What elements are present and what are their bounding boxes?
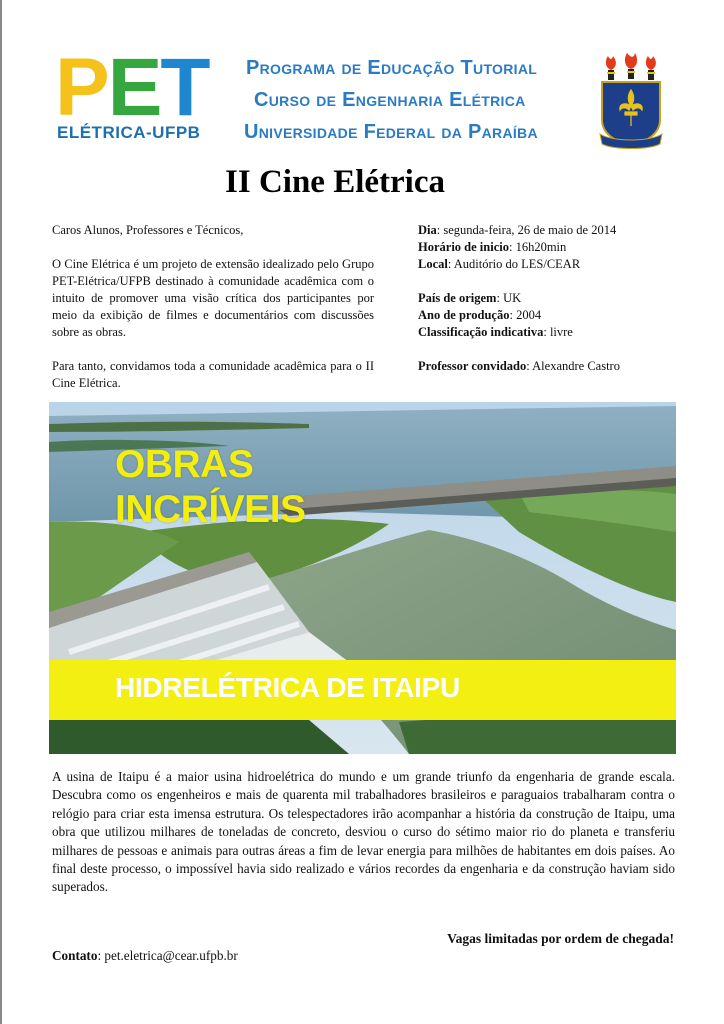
greeting-text: Caros Alunos, Professores e Técnicos,	[52, 223, 244, 237]
invitation-paragraph: Para tanto, convidamos toda a comunidade acadêmica para o II Cine Elétrica.	[52, 359, 374, 390]
university-name: Universidade Federal da Paraíba	[244, 121, 538, 143]
detail-date: Dia: segunda-feira, 26 de maio de 2014	[418, 223, 617, 237]
intro-paragraph: O Cine Elétrica é um projeto de extensão idealizado pelo Grupo PET-Elétrica/UFPB destinado à comunidade acadêmica com o intuito de promover uma visão crítica dos participantes por meio da exibição de filmes e documentários com discussões sobre as obras.	[52, 257, 374, 339]
pet-logo-letters: PET	[55, 42, 209, 133]
intro-column	[52, 222, 374, 409]
pet-logo-subtitle: ELÉTRICA-UFPB	[57, 123, 201, 142]
page-title: II Cine Elétrica	[225, 164, 445, 200]
program-name: Programa de Educação Tutorial	[246, 57, 538, 79]
event-details	[418, 222, 688, 375]
hero-band-text: HIDRELÉTRICA DE ITAIPU	[115, 672, 460, 703]
contact-email: : pet.eletrica@cear.ufpb.br	[97, 948, 238, 963]
limited-seats-notice: Vagas limitadas por ordem de chegada!	[447, 931, 674, 946]
detail-year: Ano de produção: 2004	[418, 308, 542, 322]
course-name: Curso de Engenharia Elétrica	[254, 89, 526, 111]
ufpb-crest-icon	[598, 50, 664, 152]
hero-title: OBRAS INCRÍVEIS	[115, 443, 306, 531]
detail-start-time: Horário de inicio: 16h20min	[418, 240, 567, 254]
detail-guest-professor: Professor convidado: Alexandre Castro	[418, 359, 620, 373]
detail-country: País de origem: UK	[418, 291, 522, 305]
page-edge	[0, 0, 2, 1024]
detail-rating: Classificação indicativa: livre	[418, 325, 573, 339]
itaipu-dam-image	[49, 402, 676, 754]
hero-band	[49, 660, 676, 720]
detail-location: Local: Auditório do LES/CEAR	[418, 257, 581, 271]
institution-header	[244, 52, 584, 148]
contact-info: Contato: pet.eletrica@cear.ufpb.br	[52, 948, 238, 963]
description-paragraph: A usina de Itaipu é a maior usina hidroelétrica do mundo e um grande triunfo da engenharia de grande escala. Descubra como os engenheiros e mais de quarenta mil trabalhadores brasileiros e paraguaios trabalharam contra o relógio para criar esta imensa estrutura. Os telespectadores irão acompanhar a história da construção de Itaipu, uma obra que utilizou milhares de toneladas de concreto, desviou o curso do sétimo maior rio do planeta e transferiu milhares de pessoas e animais para outras áreas a fim de levar energia para milhões de habitantes em dois países. Ao final deste processo, o impossível havia sido realizado e vários recordes da engenharia e da construção haviam sido superados.	[52, 769, 675, 895]
pet-logo	[55, 42, 230, 154]
